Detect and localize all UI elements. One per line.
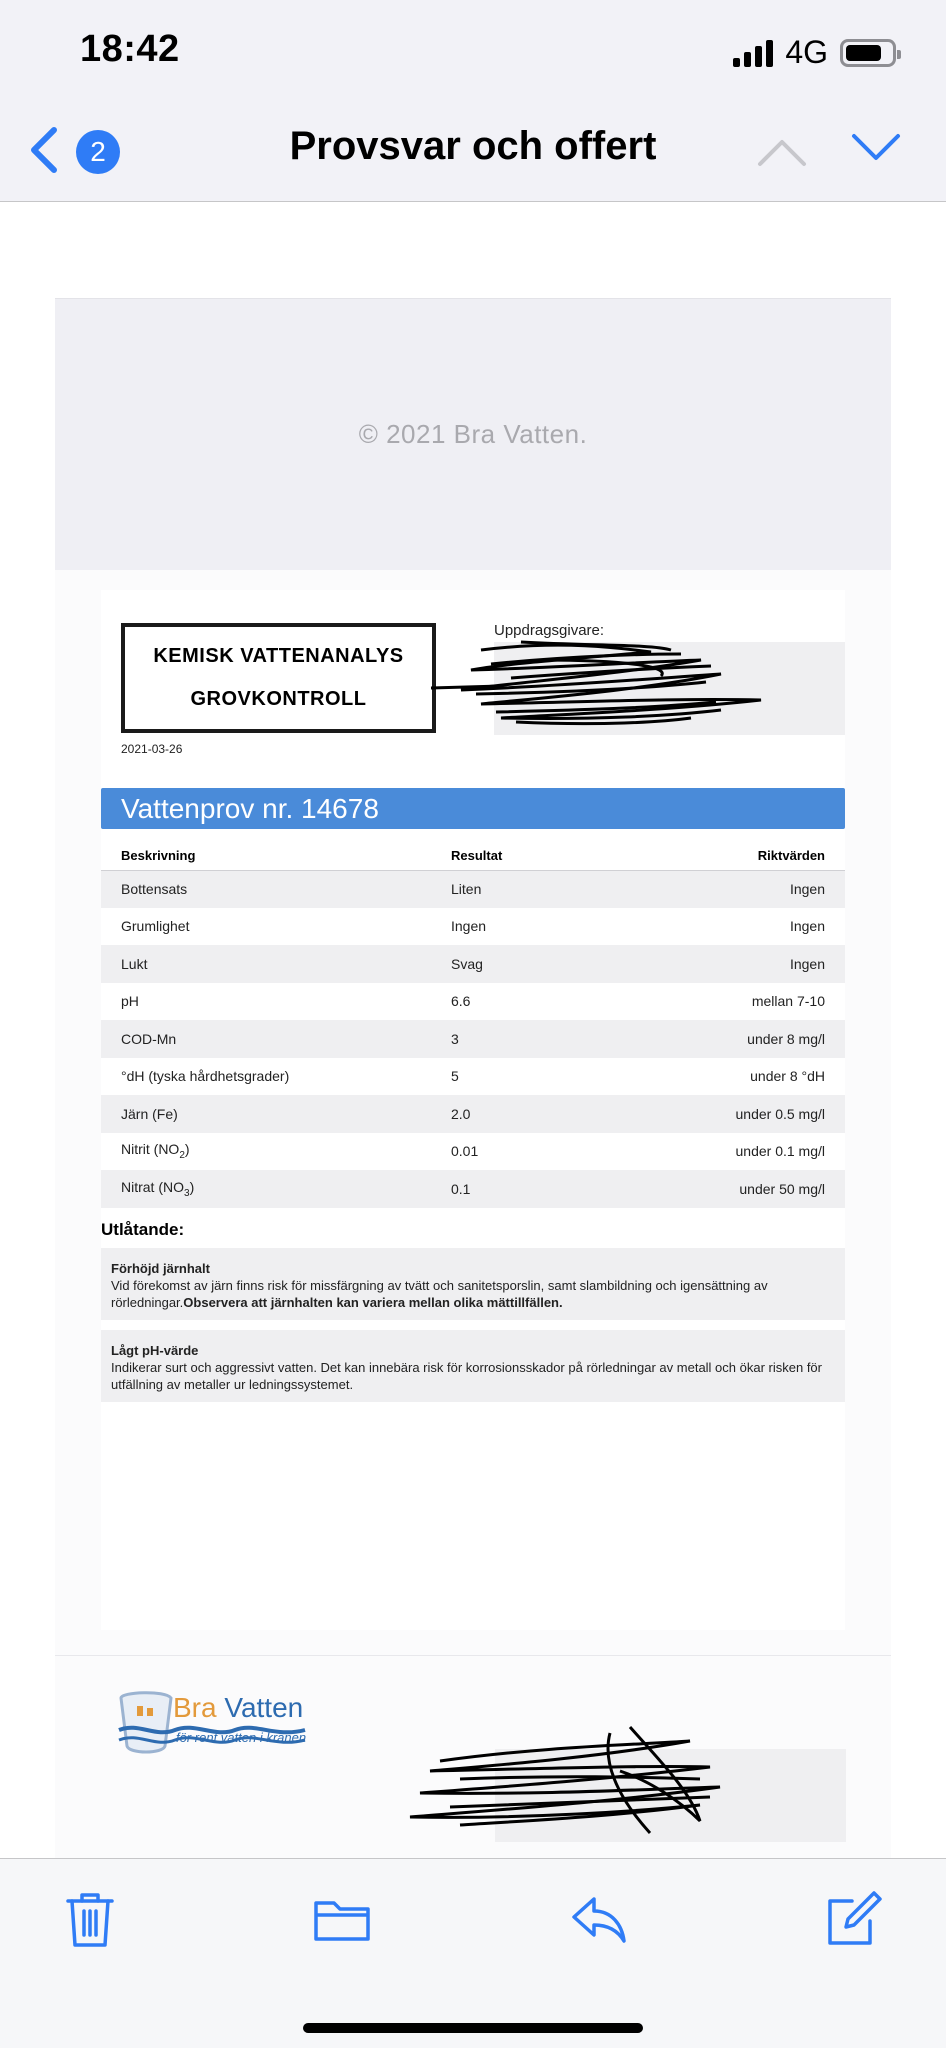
network-type: 4G — [785, 34, 828, 70]
cell-result: 0.1 — [431, 1170, 611, 1208]
note-text: Indikerar surt och aggressivt vatten. Det kan innebära risk för korrosionsskador på rörledningar av metall och ökar risken för utfällning av metaller ur ledningssystemet. — [111, 1360, 822, 1392]
copyright-text: © 2021 Bra Vatten. — [358, 419, 588, 449]
report-header-line1: KEMISK VATTENANALYS — [153, 645, 404, 667]
cell-description: °dH (tyska hårdhetsgrader) — [121, 1068, 290, 1085]
cell-description: Järn (Fe) — [101, 1095, 431, 1133]
column-header-description: Beskrivning — [101, 842, 431, 870]
note-title: Förhöjd järnhalt — [111, 1261, 210, 1276]
home-indicator[interactable] — [303, 2023, 643, 2033]
note-body: Vid förekomst av järn finns risk för missfärgning av tvätt och sanitetsporslin, samt slambildning och igensättning av rörledningar. — [111, 1278, 768, 1310]
copyright-panel — [55, 298, 891, 570]
compose-icon[interactable] — [822, 1889, 882, 1949]
cell-description: Grumlighet — [121, 918, 190, 935]
status-time: 18:42 — [80, 28, 180, 70]
folder-icon[interactable] — [312, 1889, 372, 1949]
cell-description: COD-Mn — [101, 1020, 431, 1058]
chevron-down-icon[interactable] — [850, 130, 902, 166]
page-title: Provsvar och offert — [289, 124, 657, 168]
table-row — [101, 1170, 845, 1208]
report-footer — [55, 1655, 891, 1858]
report-page — [101, 590, 845, 1630]
report-date: 2021-03-26 — [121, 742, 183, 756]
cell-result: 2.0 — [431, 1095, 611, 1133]
cell-description: Nitrat $(NO_3)$ — [101, 1170, 431, 1208]
email-body[interactable] — [0, 203, 946, 1858]
signal-icon — [733, 39, 773, 67]
statement-title: Utlåtande: — [101, 1220, 185, 1239]
sample-title-banner: Vattenprov nr. 14678 — [101, 788, 845, 829]
note-ph — [101, 1330, 845, 1402]
table-row — [101, 908, 845, 946]
note-text — [111, 1277, 835, 1311]
table-row — [101, 1095, 845, 1133]
table-row — [101, 945, 845, 983]
note-iron — [101, 1248, 845, 1320]
battery-level — [846, 45, 881, 61]
battery-icon — [840, 39, 896, 67]
note-emphasis: Observera att järnhalten kan variera mellan olika mättillfällen. — [183, 1295, 563, 1310]
cell-reference: under 0.5 mg/l — [611, 1095, 845, 1133]
cell-reference: under 0.1 mg/l — [735, 1143, 825, 1160]
cell-result: Svag — [431, 945, 611, 983]
report-header-box — [121, 623, 436, 733]
cell-reference: Ingen — [611, 945, 845, 983]
results-table — [101, 842, 845, 1208]
table-header-row — [101, 842, 845, 870]
redaction-scribble — [400, 1721, 730, 1836]
table-row — [101, 870, 845, 908]
table-row — [101, 983, 845, 1021]
cell-reference: Ingen — [611, 870, 845, 908]
cell-result: 0.01 — [451, 1143, 479, 1160]
cell-reference: under 50 mg/l — [611, 1170, 845, 1208]
cell-result: Ingen — [451, 918, 487, 935]
report-header-line2: GROVKONTROLL — [190, 688, 367, 710]
cell-description: Lukt — [101, 945, 431, 983]
nav-bar — [0, 100, 946, 202]
bottom-toolbar — [0, 1858, 946, 2048]
note-title: Lågt pH-värde — [111, 1343, 199, 1358]
logo-tagline: för rent vatten i kranen — [176, 1730, 307, 1745]
cell-reference: Ingen — [789, 918, 825, 935]
cell-result: Liten — [431, 870, 611, 908]
status-bar — [0, 0, 946, 100]
cell-result: 3 — [431, 1020, 611, 1058]
unread-count-badge[interactable]: 2 — [76, 130, 120, 174]
column-header-result: Resultat — [431, 842, 611, 870]
client-label: Uppdragsgivare: — [494, 622, 605, 639]
logo-word-vatten: Vatten — [224, 1692, 304, 1723]
table-row — [101, 1133, 845, 1171]
trash-icon[interactable] — [60, 1889, 120, 1949]
cell-result: 6.6 — [451, 993, 471, 1010]
cell-result: 5 — [451, 1068, 459, 1085]
reply-icon[interactable] — [568, 1889, 628, 1949]
table-row — [101, 1058, 845, 1096]
logo-text — [173, 1692, 303, 1724]
cell-reference: under 8 °dH — [750, 1068, 825, 1085]
cell-reference: mellan 7-10 — [751, 993, 825, 1010]
status-indicators — [733, 34, 896, 71]
redaction-scribble — [421, 630, 791, 740]
cell-description: Bottensats — [101, 870, 431, 908]
cell-description: Nitrit $(NO_2)$ — [121, 1141, 190, 1162]
table-row — [101, 1020, 845, 1058]
column-header-reference: Riktvärden — [611, 842, 845, 870]
cell-description: pH — [121, 993, 139, 1010]
chevron-up-icon[interactable] — [756, 134, 808, 170]
report-container — [55, 570, 891, 1655]
logo-word-bra: Bra — [173, 1692, 217, 1723]
cell-reference: under 8 mg/l — [611, 1020, 845, 1058]
